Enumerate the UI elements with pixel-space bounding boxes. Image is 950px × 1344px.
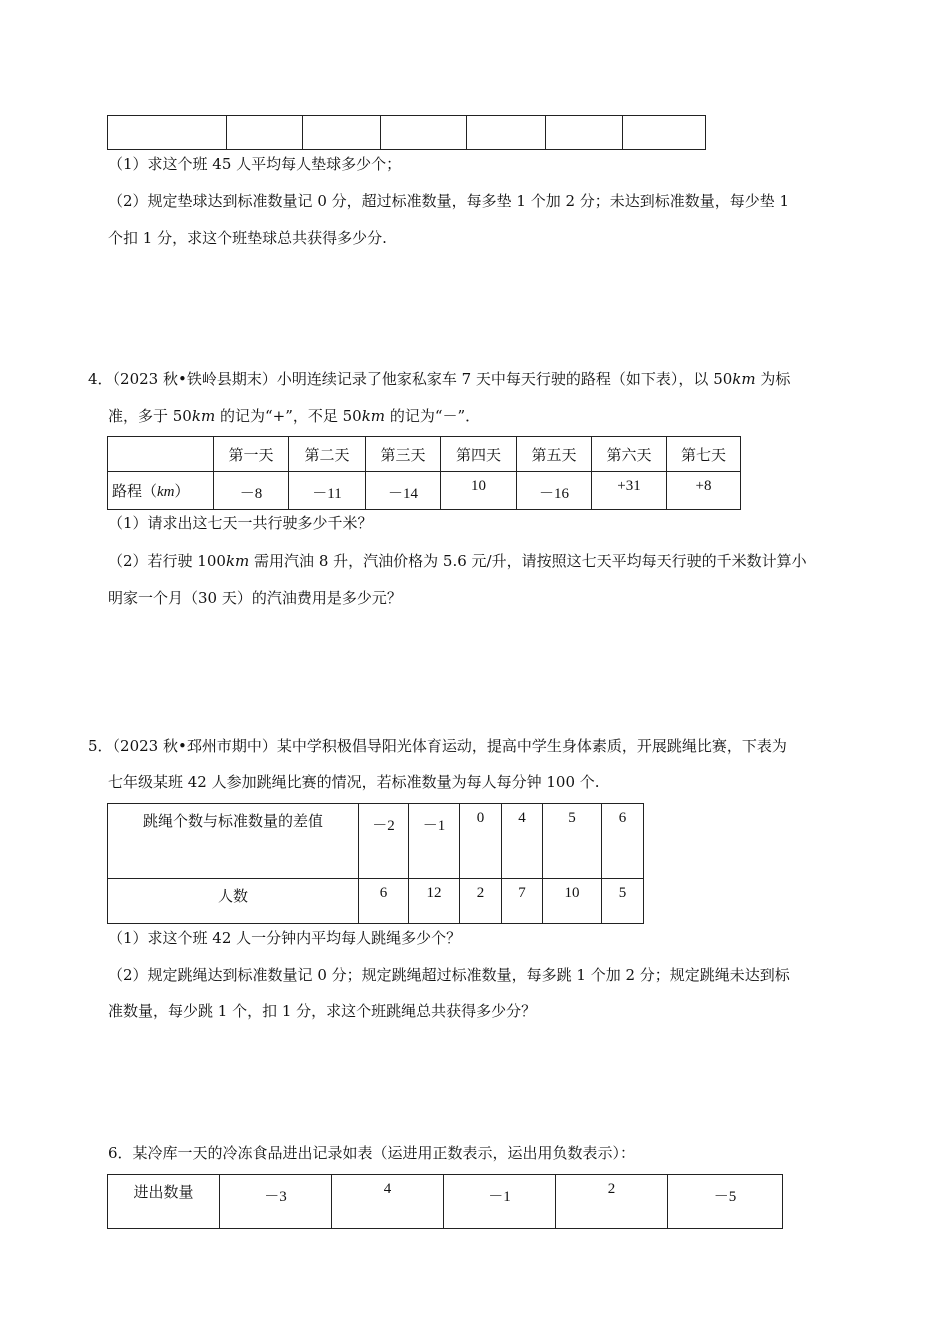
unit-km: km bbox=[361, 407, 386, 425]
table-cell: －8 bbox=[214, 472, 289, 510]
q3-top-table bbox=[107, 115, 706, 150]
q4-subquestion-2-cont: 明家一个月（30 天）的汽油费用是多少元？ bbox=[108, 589, 402, 607]
row-label bbox=[108, 472, 214, 510]
row-label: 进出数量 bbox=[108, 1175, 220, 1229]
q4-stem-text: 准，多于 50 bbox=[108, 407, 192, 425]
table-cell bbox=[546, 116, 623, 150]
table-cell bbox=[108, 116, 227, 150]
table-cell: 7 bbox=[502, 879, 543, 924]
table-cell: 2 bbox=[460, 879, 502, 924]
unit-km: km bbox=[157, 484, 175, 500]
table-cell: －3 bbox=[220, 1175, 332, 1229]
q4-sub2-text: （2）若行驶 100 bbox=[108, 552, 226, 570]
table-header: 第四天 bbox=[441, 437, 517, 472]
table-row bbox=[108, 804, 644, 879]
table-cell: 10 bbox=[441, 472, 517, 510]
unit-km: km bbox=[225, 552, 250, 570]
table-header: 第五天 bbox=[517, 437, 592, 472]
row-label-text: 路程（ bbox=[112, 484, 158, 500]
q5-stem-text: 某中学积极倡导阳光体育运动，提高中学生身体素质，开展跳绳比赛，下表为 bbox=[276, 737, 787, 755]
q3-subquestion-2: （2）规定垫球达到标准数量记 0 分，超过标准数量，每多垫 1 个加 2 分；未达到标准数量，每少垫 1 bbox=[108, 192, 790, 210]
table-cell: 2 bbox=[556, 1175, 668, 1229]
question-number: 4． bbox=[88, 370, 113, 388]
table-cell: －5 bbox=[668, 1175, 783, 1229]
q5-subquestion-2: （2）规定跳绳达到标准数量记 0 分；规定跳绳超过标准数量，每多跳 1 个加 2 分；规定跳绳未达到标 bbox=[108, 966, 790, 984]
table-cell: 6 bbox=[602, 804, 644, 879]
q4-stem-text: 的记为“－”． bbox=[385, 407, 481, 425]
unit-km: km bbox=[191, 407, 216, 425]
table-cell bbox=[467, 116, 546, 150]
row-label: 跳绳个数与标准数量的差值 bbox=[108, 804, 359, 879]
q4-subquestion-1: （1）请求出这七天一共行驶多少千米？ bbox=[108, 514, 373, 532]
table-cell: +8 bbox=[667, 472, 741, 510]
table-row bbox=[108, 879, 644, 924]
table-cell: －1 bbox=[444, 1175, 556, 1229]
table-row bbox=[108, 472, 741, 510]
table-cell: 4 bbox=[502, 804, 543, 879]
table-header: 第六天 bbox=[592, 437, 667, 472]
q4-stem-text: 小明连续记录了他家私家车 7 天中每天行驶的路程（如下表），以 50 bbox=[276, 370, 733, 388]
table-cell: 0 bbox=[460, 804, 502, 879]
table-cell: 12 bbox=[409, 879, 460, 924]
table-cell: 5 bbox=[543, 804, 602, 879]
q4-stem-line-1 bbox=[88, 369, 790, 389]
table-row bbox=[108, 116, 706, 150]
row-label: 人数 bbox=[108, 879, 359, 924]
table-cell bbox=[108, 437, 214, 472]
q5-jump-rope-table bbox=[107, 803, 644, 924]
question-source: （2023 秋•铁岭县期末） bbox=[112, 370, 277, 388]
table-cell: －16 bbox=[517, 472, 592, 510]
q6-stem: 6．某冷库一天的冷冻食品进出记录如表（运进用正数表示，运出用负数表示）： bbox=[108, 1144, 636, 1162]
q6-inventory-table bbox=[107, 1174, 783, 1229]
q5-stem-line-1 bbox=[88, 736, 787, 756]
table-header: 第二天 bbox=[289, 437, 366, 472]
q5-stem-line-2: 七年级某班 42 人参加跳绳比赛的情况，若标准数量为每人每分钟 100 个. bbox=[108, 773, 600, 791]
q4-distance-table bbox=[107, 436, 741, 510]
table-cell: 5 bbox=[602, 879, 644, 924]
question-source: （2023 秋•邳州市期中） bbox=[112, 737, 277, 755]
table-header: 第三天 bbox=[366, 437, 441, 472]
table-row bbox=[108, 1175, 783, 1229]
table-cell: +31 bbox=[592, 472, 667, 510]
table-row bbox=[108, 437, 741, 472]
q3-subquestion-2-cont: 个扣 1 分，求这个班垫球总共获得多少分. bbox=[108, 229, 387, 247]
q4-subquestion-2 bbox=[108, 551, 807, 571]
table-header: 第七天 bbox=[667, 437, 741, 472]
table-cell: －14 bbox=[366, 472, 441, 510]
table-cell: 10 bbox=[543, 879, 602, 924]
q4-stem-text: 的记为“+”，不足 50 bbox=[215, 407, 362, 425]
q4-sub2-text: 需用汽油 8 升，汽油价格为 5.6 元/升，请按照这七天平均每天行驶的千米数计算小 bbox=[249, 552, 807, 570]
table-cell bbox=[303, 116, 381, 150]
q4-stem-line-2 bbox=[108, 406, 480, 426]
q5-subquestion-2-cont: 准数量，每少跳 1 个，扣 1 分，求这个班跳绳总共获得多少分？ bbox=[108, 1002, 537, 1020]
question-number: 5． bbox=[88, 737, 113, 755]
table-cell bbox=[623, 116, 706, 150]
table-cell: －2 bbox=[359, 804, 409, 879]
row-label-text: ） bbox=[174, 484, 190, 500]
table-cell: 4 bbox=[332, 1175, 444, 1229]
table-cell: －1 bbox=[409, 804, 460, 879]
q3-subquestion-1: （1）求这个班 45 人平均每人垫球多少个； bbox=[108, 155, 402, 173]
table-header: 第一天 bbox=[214, 437, 289, 472]
table-cell: 6 bbox=[359, 879, 409, 924]
table-cell bbox=[381, 116, 467, 150]
q4-stem-text: 为标 bbox=[755, 370, 791, 388]
unit-km: km bbox=[732, 370, 756, 388]
table-cell bbox=[227, 116, 303, 150]
table-cell: －11 bbox=[289, 472, 366, 510]
q5-subquestion-1: （1）求这个班 42 人一分钟内平均每人跳绳多少个？ bbox=[108, 929, 462, 947]
